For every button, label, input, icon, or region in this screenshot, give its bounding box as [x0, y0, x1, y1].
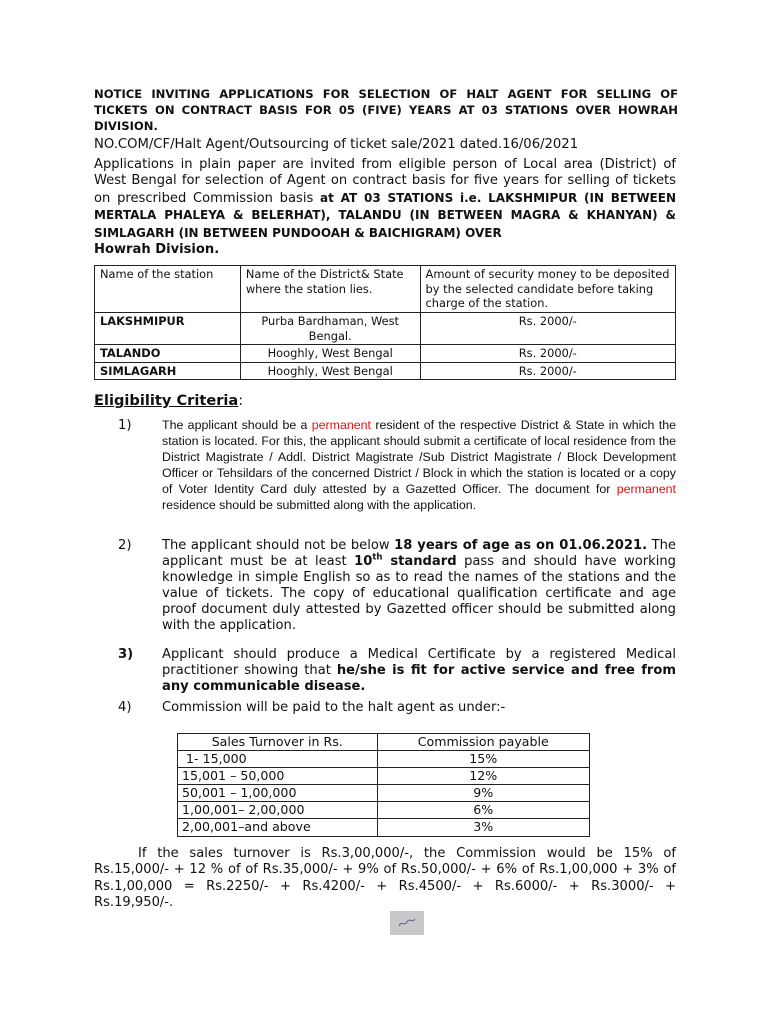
station-amount: Rs. 2000/- — [420, 362, 675, 380]
station-name: TALANDO — [95, 345, 241, 363]
bold-text: he/she is fit for active service and free from any communicable disease. — [162, 663, 677, 695]
station-name: LAKSHMIPUR — [95, 313, 241, 345]
item-text: residence should be submitted along with the application. — [162, 497, 477, 512]
reference-number: NO.COM/CF/Halt Agent/Outsourcing of ticket sale/2021 dated.16/06/2021 — [94, 137, 579, 152]
table-row — [178, 751, 590, 768]
item-number: 4) — [118, 700, 132, 715]
stations-table — [94, 265, 676, 380]
table-row — [95, 345, 676, 363]
intro-stations-text: at AT 03 STATIONS i.e. LAKSHMIPUR (IN BETWEEN MERTALA PHALEYA & BELERHAT), TALANDU (IN BETWEEN MAGRA & KHANYAN) & SIMLAGARH (IN BETWEEN PUNDOOAH & BAICHIGRAM) OVER — [94, 190, 676, 240]
example-text: If the sales turnover is Rs.3,00,000/-, the Commission would be 15% of Rs.15,000/- + 12 % of of Rs.35,000/- + 9% of Rs.50,000/- + 6% of Rs.1,00,000 + 3% of Rs.1,00,000 = Rs.2250/- + Rs.4200/- + Rs.4500/- + Rs.6000/- + Rs.3000/- + Rs.19,950/-. — [94, 846, 676, 911]
turnover-cell: 1- 15,000 — [178, 751, 378, 768]
bold-text: 10 — [354, 554, 373, 570]
intro-division: Howrah Division. — [94, 242, 220, 258]
table-row — [178, 785, 590, 802]
bold-text: standard — [382, 554, 457, 570]
header-turnover: Sales Turnover in Rs. — [178, 734, 378, 751]
item-number: 1) — [118, 418, 132, 433]
turnover-cell: 2,00,001–and above — [178, 819, 378, 836]
station-name: SIMLAGARH — [95, 362, 241, 380]
table-row — [178, 768, 590, 785]
item-text: pass and should have working knowledge in simple English so as to read the names of the stations and the value of tickets. The copy of educational qualification certificate and age proof document duly attested by Gazetted officer should be submitted along with the application. — [162, 554, 676, 634]
table-row — [95, 313, 676, 345]
commission-example — [94, 846, 676, 912]
station-district: Hooghly, West Bengal — [240, 362, 420, 380]
item-text: Applicant should produce a Medical Certificate by a registered Medical practitioner showing that — [162, 647, 676, 679]
eligibility-item-3 — [162, 647, 676, 696]
header-amount: Amount of security money to be deposited by the selected candidate before taking charge of the station. — [420, 266, 675, 313]
item-text: The applicant must be at least — [162, 538, 676, 570]
commission-table — [177, 733, 590, 837]
commission-cell: 15% — [377, 751, 590, 768]
item-text: The applicant should not be below — [162, 538, 395, 553]
commission-cell: 3% — [377, 819, 590, 836]
header-commission: Commission payable — [377, 734, 590, 751]
superscript: th — [372, 552, 383, 563]
highlight-text: permanent — [311, 418, 372, 432]
table-row — [95, 362, 676, 380]
table-header-row — [178, 734, 590, 751]
item-number: 2) — [118, 538, 132, 553]
item-text: resident of the respective District & State in which the station is located. For this, the applicant should submit a certificate of local residence from the District Magistrate / Addl. District Magistrate /Sub District Magistrate / Block Development Officer or Tehsildars of the concerned District / Block in which the station is located or a copy of Voter Identity Card duly attested by a Gazetted Officer. The document for — [162, 418, 676, 496]
commission-cell: 9% — [377, 785, 590, 802]
station-district: Purba Bardhaman, West Bengal. — [240, 313, 420, 345]
signature-stamp — [390, 911, 424, 935]
eligibility-colon: : — [238, 392, 244, 409]
eligibility-item-4: Commission will be paid to the halt agent as under:- — [162, 700, 506, 715]
eligibility-item-2 — [162, 538, 676, 635]
item-number: 3) — [118, 647, 134, 662]
highlight-text: permanent — [616, 481, 676, 496]
header-district: Name of the District& State where the station lies. — [240, 266, 420, 313]
item-text: The applicant should be a — [162, 418, 312, 432]
table-header-row — [95, 266, 676, 313]
bold-text: 18 years of age as on 01.06.2021. — [394, 538, 648, 553]
intro-text: Applications in plain paper are invited from eligible person of Local area (District) of West Bengal for selection of Agent on contract basis for five years for selling of tickets on prescribed Commission basis — [94, 157, 676, 206]
turnover-cell: 1,00,001– 2,00,000 — [178, 802, 378, 819]
eligibility-heading — [94, 392, 243, 409]
notice-heading: NOTICE INVITING APPLICATIONS FOR SELECTION OF HALT AGENT FOR SELLING OF TICKETS ON CONTRACT BASIS FOR 05 (FIVE) YEARS AT 03 STATIONS OVER HOWRAH DIVISION. — [94, 87, 678, 133]
commission-cell: 12% — [377, 768, 590, 785]
signature-icon — [390, 911, 424, 935]
turnover-cell: 50,001 – 1,00,000 — [178, 785, 378, 802]
station-amount: Rs. 2000/- — [420, 313, 675, 345]
station-district: Hooghly, West Bengal — [240, 345, 420, 363]
header-station: Name of the station — [95, 266, 241, 313]
table-row — [178, 802, 590, 819]
commission-cell: 6% — [377, 802, 590, 819]
eligibility-title: Eligibility Criteria — [94, 392, 239, 409]
station-amount: Rs. 2000/- — [420, 345, 675, 363]
table-row — [178, 819, 590, 836]
intro-paragraph — [94, 157, 676, 258]
eligibility-item-1 — [162, 418, 676, 513]
turnover-cell: 15,001 – 50,000 — [178, 768, 378, 785]
